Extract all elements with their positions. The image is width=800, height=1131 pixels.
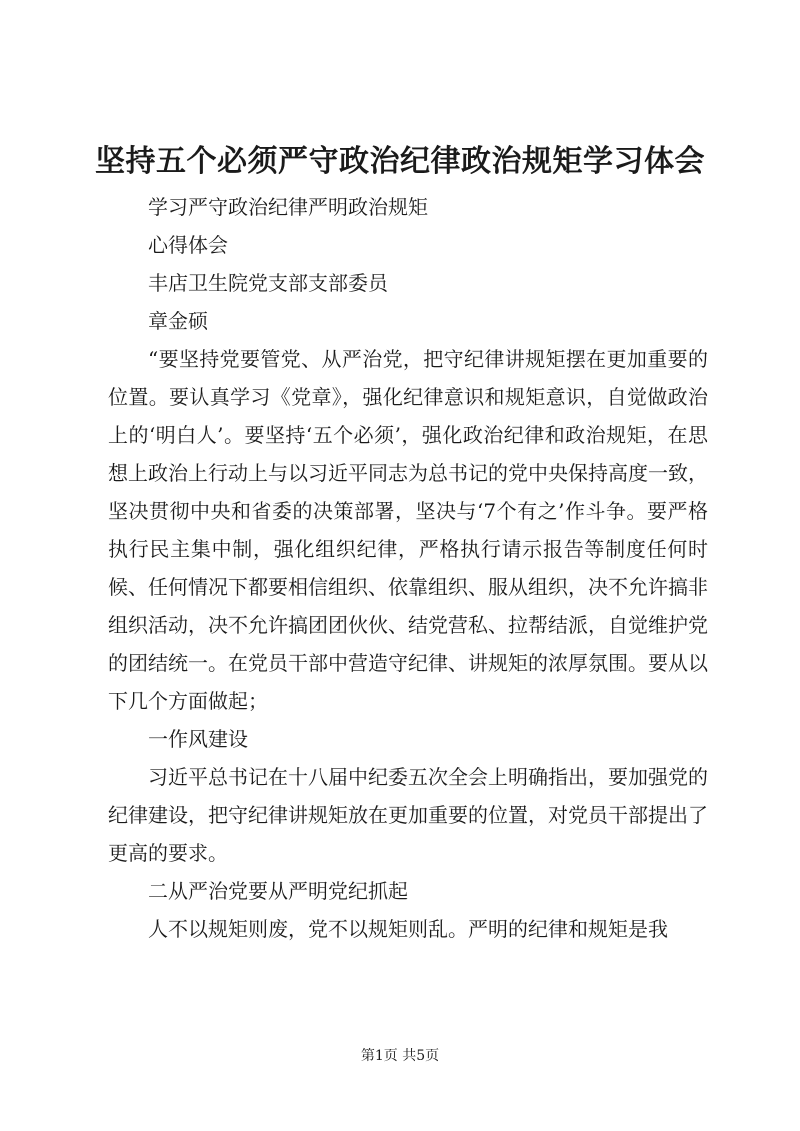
document-body (108, 188, 708, 948)
body-paragraph: “要坚持党要管党、从严治党，把守纪律讲规矩摆在更加重要的位置。要认真学习《党章》，强化纪律意识和规矩意识，自觉做政治上的‘明白人’。要坚持‘五个必须’，强化政治纪律和政治规矩，在思想上政治上行动上与以习近平同志为总书记的党中央保持高度一致，坚决贯彻中央和省委的决策部署，坚决与‘7个有之’作斗争。要严格执行民主集中制，强化组织纪律，严格执行请示报告等制度任何时候、任何情况下都要相信组织、依靠组织、服从组织，决不允许搞非组织活动，决不允许搞团团伙伙、结党营私、拉帮结派，自觉维护党的团结统一。在党员干部中营造守纪律、讲规矩的浓厚氛围。要从以下几个方面做起； (108, 347, 708, 713)
body-paragraph: 人不以规矩则废，党不以规矩则乱。严明的纪律和规矩是我 (148, 917, 668, 941)
body-paragraph: 习近平总书记在十八届中纪委五次全会上明确指出，要加强党的纪律建设，把守纪律讲规矩放在更加重要的位置，对党员干部提出了更高的要求。 (108, 765, 708, 865)
author-name: 章金硕 (148, 309, 208, 333)
section-heading: 二从严治党要从严明党纪抓起 (148, 879, 408, 903)
author-affiliation: 丰店卫生院党支部支部委员 (148, 271, 388, 295)
subtitle-line: 心得体会 (148, 233, 228, 257)
page-number: 第1页 共5页 (360, 1048, 440, 1064)
section-heading: 一作风建设 (148, 727, 248, 751)
document-title: 坚持五个必须严守政治纪律政治规矩学习体会 (95, 144, 705, 179)
subtitle-line: 学习严守政治纪律严明政治规矩 (148, 195, 428, 219)
